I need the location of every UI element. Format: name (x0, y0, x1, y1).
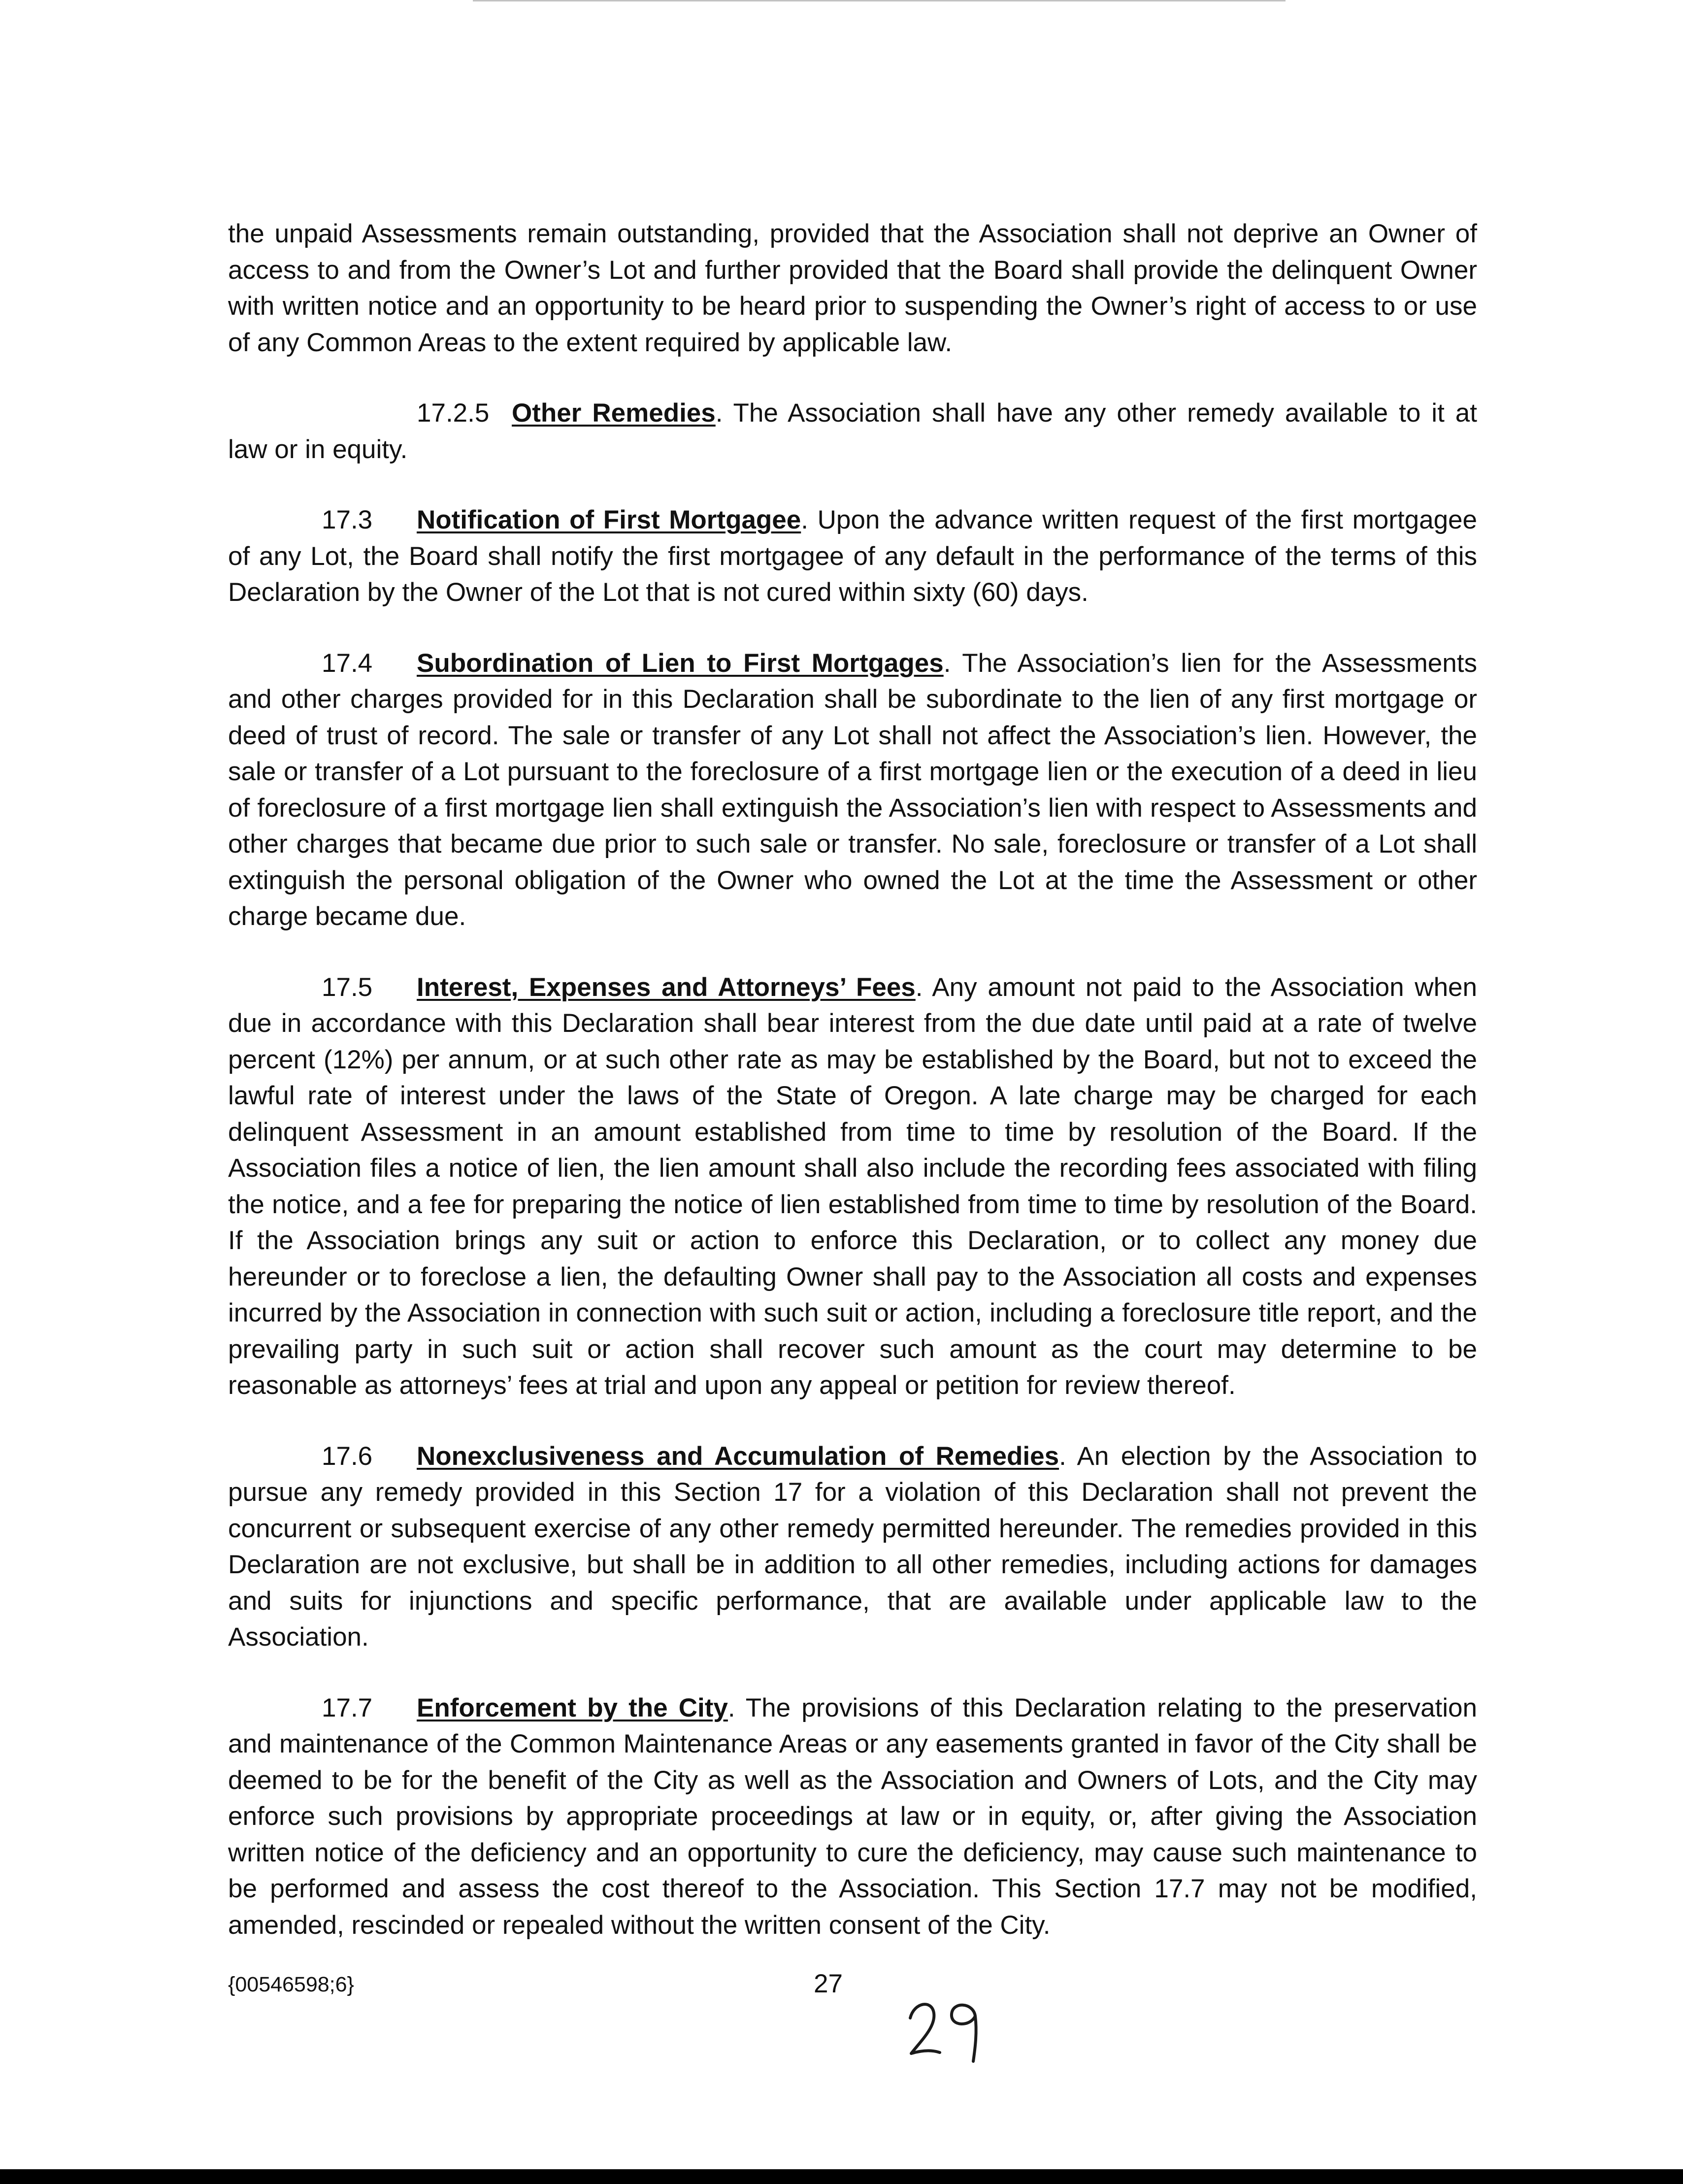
paragraph-body: . An election by the Association to pursue any remedy provided in this Section 17 for a violation of this Declaration shall not prevent the concurrent or subsequent exercise of any other remedy permitted hereunder. The remedies provided in this Declaration are not exclusive, but shall be in addition to all other remedies, including actions for damages and suits for injunctions and specific performance, that are available under applicable law to the Association. (228, 1441, 1477, 1652)
section-number: 17.3 (322, 505, 373, 534)
paragraph-body: . The provisions of this Declaration relating to the preservation and maintenance of the Common Maintenance Areas or any easements granted in favor of the City shall be deemed to be for the benefit of the City as well as the Association and Owners of Lots, and the City may enforce such provisions by appropriate proceedings at law or in equity, or, after giving the Association written notice of the deficiency and an opportunity to cure the deficiency, may cause such maintenance to be performed and assess the cost thereof to the Association. This Section 17.7 may not be modified, amended, rescinded or repealed without the written consent of the City. (228, 1693, 1478, 1940)
paragraph-17-3 (228, 502, 1477, 611)
section-number: 17.6 (322, 1441, 373, 1471)
section-number: 17.2.5 (417, 398, 490, 428)
paragraph-17-6 (228, 1438, 1477, 1655)
paragraph-17-4 (228, 645, 1477, 935)
section-heading: Notification of First Mortgagee (417, 505, 801, 534)
handwritten-page-mark (901, 1987, 990, 2066)
paragraph-body: . The Association shall have any other remedy available to it at law or in equity. (228, 398, 1477, 464)
page-number: 27 (814, 1969, 843, 1998)
section-number: 17.5 (322, 972, 373, 1002)
paragraph-17-2-5 (228, 395, 1477, 467)
document-id: {00546598;6} (228, 1973, 354, 1996)
section-heading: Subordination of Lien to First Mortgages (417, 648, 944, 678)
section-heading: Nonexclusiveness and Accumulation of Remedies (417, 1441, 1059, 1471)
section-number: 17.7 (322, 1693, 373, 1722)
paragraph-continuation (228, 216, 1477, 361)
section-heading: Interest, Expenses and Attorneys’ Fees (417, 972, 916, 1002)
scan-bottom-border (0, 2169, 1683, 2184)
paragraph-body: . The Association’s lien for the Assessments and other charges provided for in this Declaration shall be subordinate to the lien of any first mortgage or deed of trust of record. The sale or transfer of any Lot shall not affect the Association’s lien. However, the sale or transfer of a Lot pursuant to the foreclosure of a first mortgage lien or the execution of a deed in lieu of foreclosure of a first mortgage lien shall extinguish the Association’s lien with respect to Assessments and other charges that became due prior to such sale or transfer. No sale, foreclosure or transfer of a Lot shall extinguish the personal obligation of the Owner who owned the Lot at the time the Assessment or other charge became due. (228, 648, 1477, 931)
paragraph-body: . Any amount not paid to the Association when due in accordance with this Declaration shall bear interest from the due date until paid at a rate of twelve percent (12%) per annum, or at such other rate as may be established by the Board, but not to exceed the lawful rate of interest under the laws of the State of Oregon. A late charge may be charged for each delinquent Assessment in an amount established from time to time by resolution of the Board. If the Association files a notice of lien, the lien amount shall also include the recording fees associated with filing the notice, and a fee for preparing the notice of lien established from time to time by resolution of the Board. If the Association brings any suit or action to enforce this Declaration, or to collect any money due hereunder or to foreclose a lien, the defaulting Owner shall pay to the Association all costs and expenses incurred by the Association in connection with such suit or action, including a foreclosure title report, and the prevailing party in such suit or action shall recover such amount as the court may determine to be reasonable as attorneys’ fees at trial and upon any appeal or petition for review thereof. (228, 972, 1478, 1400)
paragraph-17-5 (228, 969, 1477, 1404)
paragraph-body: the unpaid Assessments remain outstanding, provided that the Association shall not deprive an Owner of access to and from the Owner’s Lot and further provided that the Board shall provide the delinquent Owner with written notice and an opportunity to be heard prior to suspending the Owner’s right of access to or use of any Common Areas to the extent required by applicable law. (228, 219, 1477, 357)
section-heading: Enforcement by the City (417, 1693, 728, 1722)
scan-artifact-line (473, 0, 1286, 1)
paragraph-17-7 (228, 1690, 1477, 1944)
section-heading: Other Remedies (512, 398, 716, 428)
document-body (228, 216, 1477, 1978)
paragraph-body: . Upon the advance written request of the first mortgagee of any Lot, the Board shall notify the first mortgagee of any default in the performance of the terms of this Declaration by the Owner of the Lot that is not cured within sixty (60) days. (228, 505, 1478, 607)
section-number: 17.4 (322, 648, 373, 678)
